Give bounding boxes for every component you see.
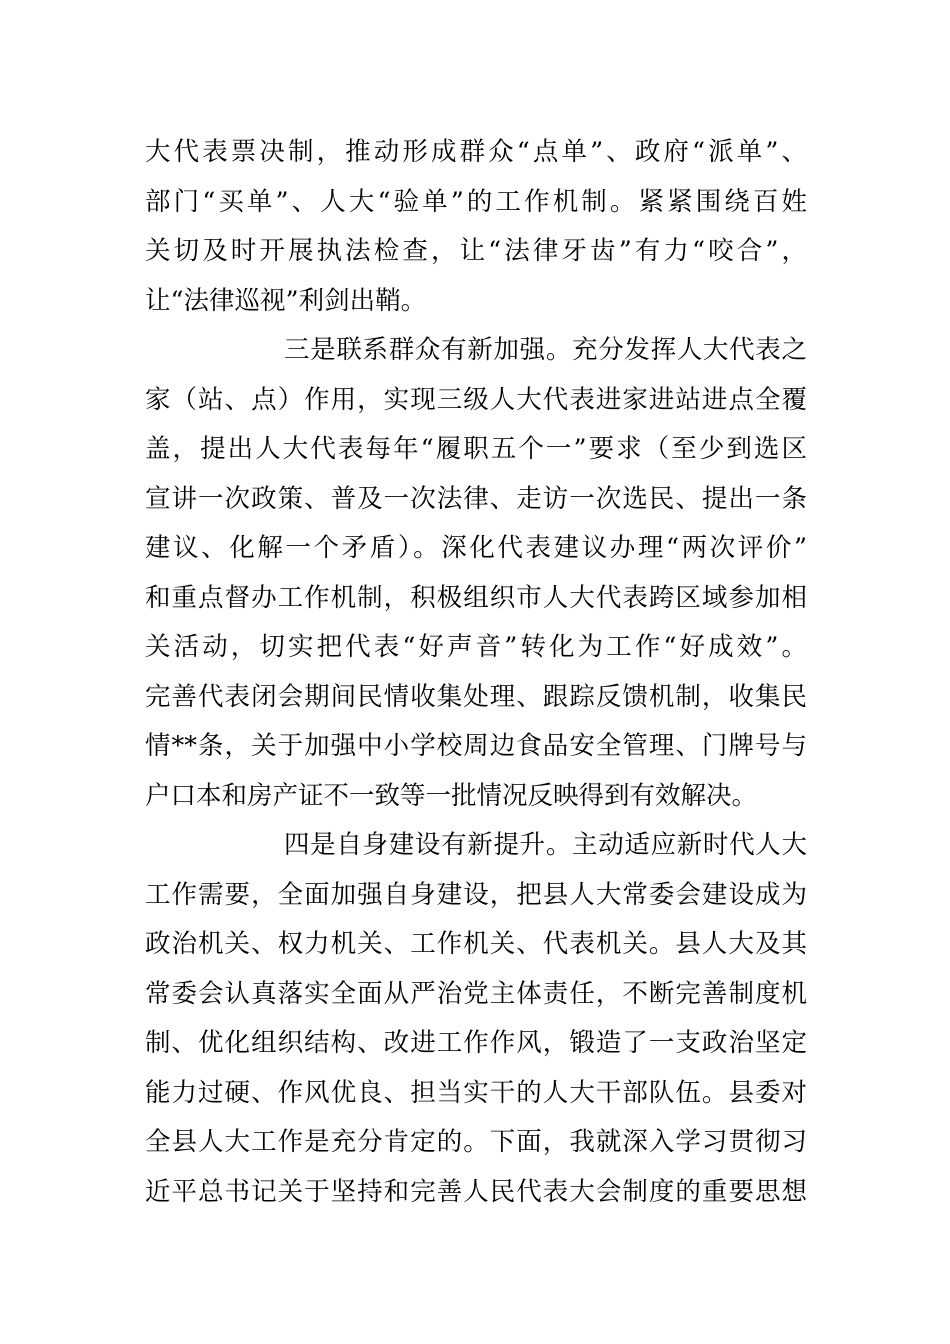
text-line: 盖，提出人大代表每年“履职五个一”要求（至少到选区: [145, 434, 807, 464]
text-line: 完善代表闭会期间民情收集处理、跟踪反馈机制，收集民: [145, 681, 807, 712]
text-line: 政治机关、权力机关、工作机关、代表机关。县人大及其: [145, 929, 807, 959]
text-line: 和重点督办工作机制，积极组织市人大代表跨区域参加相: [145, 582, 807, 613]
text-line: 大代表票决制，推动形成群众“点单”、政府“派单”、: [145, 137, 807, 167]
text-line: 家（站、点）作用，实现三级人大代表进家进站进点全覆: [145, 384, 807, 415]
text-line: 关活动，切实把代表“好声音”转化为工作“好成效”。: [145, 632, 807, 662]
section-heading-line: 四是自身建设有新提升。主动适应新时代人大: [284, 830, 807, 860]
text-line: 工作需要，全面加强自身建设，把县人大常委会建设成为: [145, 879, 807, 910]
document-body: [145, 128, 807, 1217]
text-line: 能力过硬、作风优良、担当实干的人大干部队伍。县委对: [145, 1077, 807, 1108]
text-line: 部门“买单”、人大“验单”的工作机制。紧紧围绕百姓: [145, 186, 807, 217]
text-line: 让“法律巡视”利剑出鞘。: [145, 285, 427, 316]
section-heading-line: 三是联系群众有新加强。充分发挥人大代表之: [284, 335, 807, 365]
text-line: 户口本和房产证不一致等一批情况反映得到有效解决。: [145, 780, 758, 811]
text-line: 关切及时开展执法检查，让“法律牙齿”有力“咬合”，: [145, 236, 807, 266]
text-line: 近平总书记关于坚持和完善人民代表大会制度的重要思想: [145, 1176, 807, 1207]
text-line: 常委会认真落实全面从严治党主体责任，不断完善制度机: [145, 978, 807, 1009]
text-line: 建议、化解一个矛盾）。深化代表建议办理“两次评价”: [145, 533, 807, 563]
text-line: 宣讲一次政策、普及一次法律、走访一次选民、提出一条: [145, 483, 807, 514]
text-line: 全县人大工作是充分肯定的。下面，我就深入学习贯彻习: [145, 1127, 807, 1157]
text-line: 制、优化组织结构、改进工作作风，锻造了一支政治坚定: [145, 1028, 807, 1058]
text-line: 情**条，关于加强中小学校周边食品安全管理、门牌号与: [145, 731, 807, 761]
